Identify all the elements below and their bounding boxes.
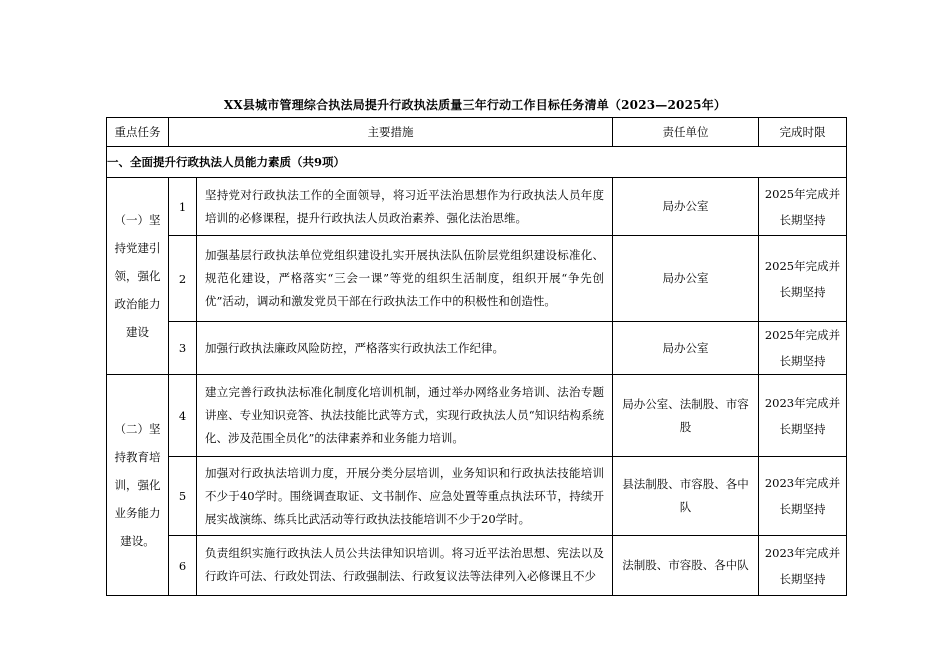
table-row: [107, 322, 847, 375]
measure-cell: 加强基层行政执法单位党组织建设扎实开展执法队伍阶层党组织建设标准化、规范化建设，严格落实“三会一课”等党的组织生活制度，组织开展“争先创优”活动，调动和激发党员干部在行政执法工作中的积极性和创造性。: [197, 236, 613, 322]
row-number: 6: [169, 536, 197, 596]
header-deadline: 完成时限: [759, 118, 847, 147]
unit-cell: 县法制股、市容股、各中队: [613, 457, 759, 536]
row-number: 1: [169, 178, 197, 236]
row-number: 5: [169, 457, 197, 536]
measure-cell: 加强对行政执法培训力度，开展分类分层培训，业务知识和行政执法技能培训不少于40学时。围绕调查取证、文书制作、应急处置等重点执法环节，持续开展实战演练、练兵比武活动等行政执法技能培训不少于20学时。: [197, 457, 613, 536]
measure-cell: 加强行政执法廉政风险防控，严格落实行政执法工作纪律。: [197, 322, 613, 375]
unit-cell: 局办公室: [613, 322, 759, 375]
category-cell: （一）坚持党建引领，强化政治能力建设: [107, 178, 169, 375]
document-title: XX县城市管理综合执法局提升行政执法质量三年行动工作目标任务清单（2023—2025年）: [223, 98, 727, 112]
table-row: [107, 178, 847, 236]
unit-cell: 法制股、市容股、各中队: [613, 536, 759, 596]
table-header-row: [107, 118, 847, 147]
header-key-task: 重点任务: [107, 118, 169, 147]
task-table: [106, 117, 847, 596]
category-cell: （二）坚持教育培训，强化业务能力建设。: [107, 375, 169, 596]
row-number: 4: [169, 375, 197, 457]
measure-text: 负责组织实施行政执法人员公共法律知识培训。将习近平法治思想、宪法以及行政许可法、行政处罚法、行政强制法、行政复议法等法律列入必修课且不少: [205, 545, 604, 583]
row-number: 3: [169, 322, 197, 375]
deadline-cell: 2023年完成并长期坚持: [759, 457, 847, 536]
section-title: 一、全面提升行政执法人员能力素质（共9项）: [107, 147, 847, 178]
deadline-cell: 2025年完成并长期坚持: [759, 322, 847, 375]
table-row: [107, 375, 847, 457]
unit-cell: 局办公室、法制股、市容股: [613, 375, 759, 457]
measure-cell: 建立完善行政执法标准化制度化培训机制，通过举办网络业务培训、法治专题讲座、专业知识竞答、执法技能比武等方式，实现行政执法人员“知识结构系统化、涉及范围全员化”的法律素养和业务能力培训。: [197, 375, 613, 457]
deadline-cell: 2023年完成并长期坚持: [759, 536, 847, 596]
header-main-measures: 主要措施: [169, 118, 613, 147]
table-row: [107, 457, 847, 536]
unit-cell: 局办公室: [613, 178, 759, 236]
deadline-cell: 2025年完成并长期坚持: [759, 236, 847, 322]
table-row: [107, 236, 847, 322]
table-row: [107, 536, 847, 596]
row-number: 2: [169, 236, 197, 322]
unit-cell: 局办公室: [613, 236, 759, 322]
measure-cell: [197, 536, 613, 596]
measure-cell: 坚持党对行政执法工作的全面领导，将习近平法治思想作为行政执法人员年度培训的必修课程，提升行政执法人员政治素养、强化法治思维。: [197, 178, 613, 236]
header-responsible-unit: 责任单位: [613, 118, 759, 147]
section-row: [107, 147, 847, 178]
deadline-cell: 2025年完成并长期坚持: [759, 178, 847, 236]
deadline-cell: 2023年完成并长期坚持: [759, 375, 847, 457]
